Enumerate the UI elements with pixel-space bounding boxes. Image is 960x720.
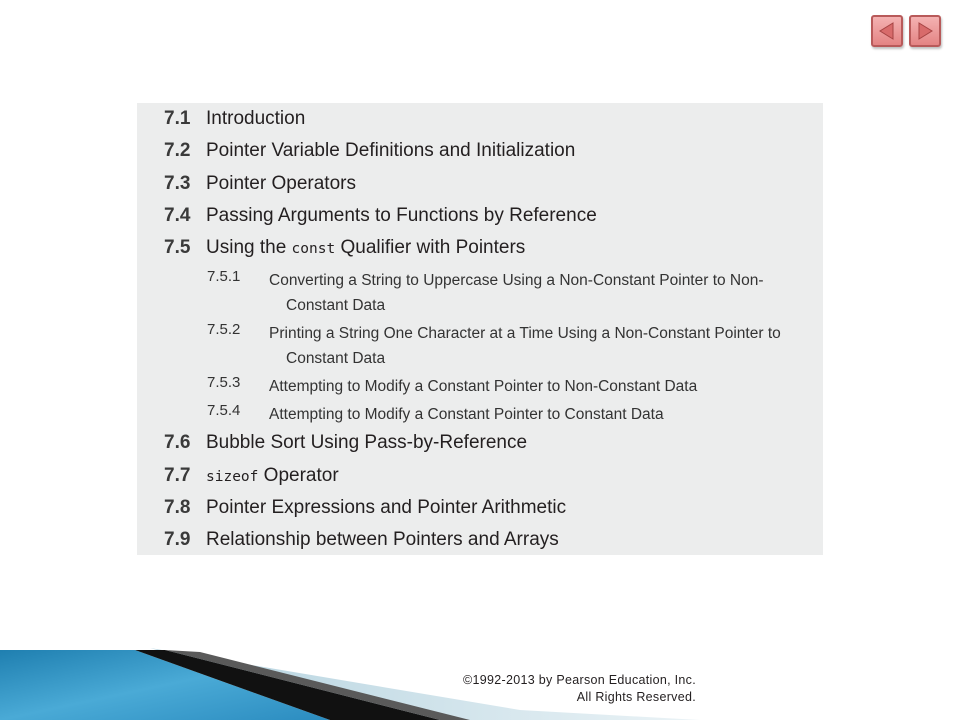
title-line: Printing a String One Character at a Time Using a Non-Constant Pointer to: [269, 325, 781, 342]
subsection-title: [269, 321, 781, 371]
table-of-contents: [137, 103, 823, 555]
section-title: Pointer Expressions and Pointer Arithmetic: [206, 497, 567, 518]
section-number: 7.2: [164, 140, 191, 161]
section-title: Bubble Sort Using Pass-by-Reference: [206, 432, 528, 453]
triangle-left-icon: [877, 21, 897, 41]
title-line-continued: Constant Data: [286, 297, 386, 314]
subsection-title: Attempting to Modify a Constant Pointer to Non-Constant Data: [269, 378, 698, 395]
subsection-number: 7.5.4: [207, 402, 241, 419]
section-title: [206, 237, 525, 259]
subsection-number: 7.5.1: [207, 268, 241, 285]
section-number: 7.1: [164, 108, 191, 129]
slide-navigation: [871, 15, 941, 47]
section-number: 7.8: [164, 497, 191, 518]
subsection-title: Attempting to Modify a Constant Pointer to Constant Data: [269, 406, 664, 423]
section-number: 7.4: [164, 205, 191, 226]
subsection-number: 7.5.3: [207, 374, 241, 391]
subsection-number: 7.5.2: [207, 321, 241, 338]
section-number: 7.9: [164, 529, 191, 550]
code-keyword: const: [291, 241, 336, 257]
section-number: 7.7: [164, 465, 191, 486]
title-text: Qualifier with Pointers: [335, 237, 526, 258]
copyright-notice: [420, 672, 696, 706]
title-text: Using the: [206, 237, 292, 258]
title-line-continued: Constant Data: [286, 350, 386, 367]
section-title: Introduction: [206, 108, 306, 129]
subsection-title: [269, 268, 764, 318]
copyright-line: ©1992-2013 by Pearson Education, Inc.: [463, 673, 696, 687]
section-title: Pointer Variable Definitions and Initialization: [206, 140, 576, 161]
title-text: Operator: [258, 465, 339, 486]
previous-slide-button[interactable]: [871, 15, 903, 47]
section-number: 7.5: [164, 237, 191, 258]
section-number: 7.6: [164, 432, 191, 453]
title-line: Converting a String to Uppercase Using a Non-Constant Pointer to Non-: [269, 272, 764, 289]
code-keyword: sizeof: [206, 469, 259, 485]
next-slide-button[interactable]: [909, 15, 941, 47]
triangle-right-icon: [915, 21, 935, 41]
section-title: [206, 465, 339, 487]
rights-line: All Rights Reserved.: [576, 690, 696, 704]
section-title: Relationship between Pointers and Arrays: [206, 529, 559, 550]
section-title: Passing Arguments to Functions by Reference: [206, 205, 597, 226]
section-title: Pointer Operators: [206, 173, 356, 194]
section-number: 7.3: [164, 173, 191, 194]
